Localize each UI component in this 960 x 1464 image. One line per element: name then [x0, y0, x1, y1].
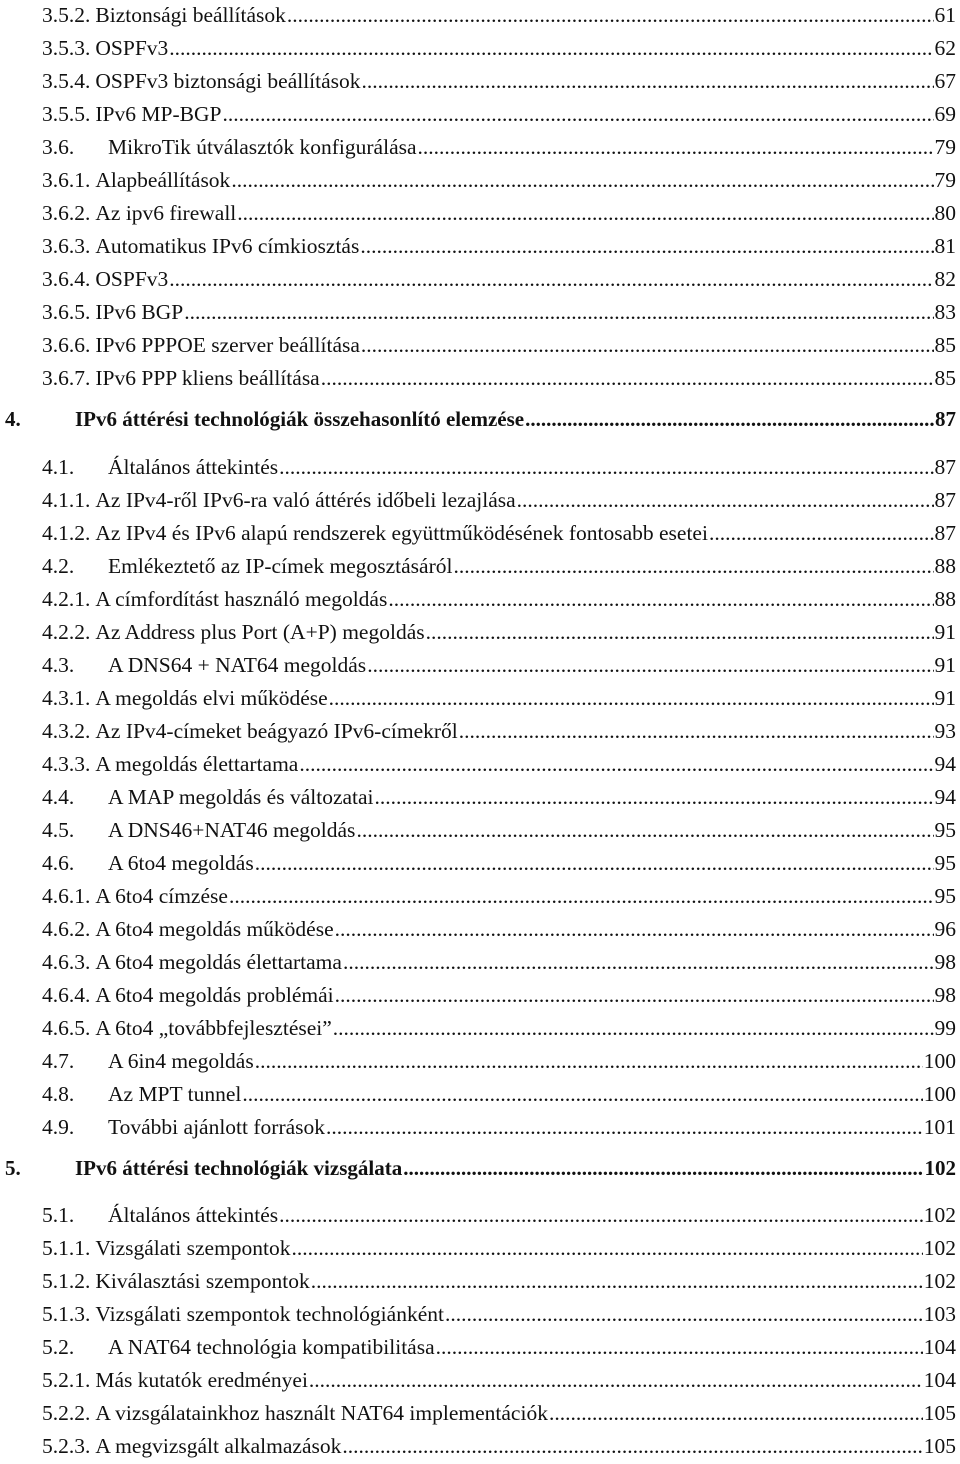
toc-entry-page-number: 81 — [934, 234, 956, 258]
toc-entry-page-number: 102 — [923, 1269, 956, 1293]
toc-dot-leader — [436, 1332, 923, 1362]
toc-entry-number: 3.6.1. — [42, 168, 91, 192]
toc-entry[interactable] — [42, 1112, 956, 1142]
toc-entry-title: Az Address plus Port (A+P) megoldás — [95, 620, 425, 644]
toc-entry-page-number: 94 — [934, 785, 956, 809]
toc-dot-leader — [375, 782, 934, 812]
toc-entry-number: 5. — [5, 1156, 21, 1180]
toc-dot-leader — [426, 617, 934, 647]
toc-entry-page-number: 94 — [934, 752, 956, 776]
toc-entry[interactable] — [42, 264, 956, 294]
toc-entry[interactable] — [42, 132, 956, 162]
toc-entry[interactable] — [42, 0, 956, 30]
toc-entry-number: 5.1. — [42, 1203, 75, 1227]
toc-entry-page-number: 105 — [923, 1401, 956, 1425]
toc-entry[interactable] — [42, 980, 956, 1010]
toc-entry-page-number: 104 — [923, 1335, 956, 1359]
toc-entry-page-number: 85 — [934, 366, 956, 390]
toc-entry[interactable] — [42, 165, 956, 195]
toc-entry-number: 4.3.2. — [42, 719, 91, 743]
toc-entry-page-number: 96 — [934, 917, 956, 941]
toc-entry-page-number: 79 — [934, 135, 956, 159]
toc-entry-page-number: 99 — [934, 1016, 956, 1040]
toc-dot-leader — [255, 848, 934, 878]
toc-entry[interactable] — [42, 815, 956, 845]
toc-entry-title: MikroTik útválasztók konfigurálása — [108, 135, 417, 159]
toc-dot-leader — [362, 66, 934, 96]
toc-entry-number: 5.1.2. — [42, 1269, 91, 1293]
toc-entry-number: 4.9. — [42, 1115, 75, 1139]
toc-entry-page-number: 61 — [934, 3, 956, 27]
toc-entry-number: 4.3.3. — [42, 752, 91, 776]
toc-dot-leader — [311, 1266, 923, 1296]
toc-entry-title: Az IPv4 és IPv6 alapú rendszerek együttműködésének fontosabb esetei — [95, 521, 708, 545]
toc-dot-leader — [517, 485, 934, 515]
toc-entry-number: 4.1. — [42, 455, 75, 479]
toc-entry-page-number: 91 — [934, 620, 956, 644]
toc-dot-leader — [169, 33, 933, 63]
toc-entry-page-number: 91 — [934, 686, 956, 710]
toc-entry[interactable] — [42, 1266, 956, 1296]
toc-entry-number: 5.1.3. — [42, 1302, 91, 1326]
toc-entry-page-number: 93 — [934, 719, 956, 743]
toc-entry-number: 4.7. — [42, 1049, 75, 1073]
toc-entry-number: 4.6.5. — [42, 1016, 91, 1040]
toc-entry-page-number: 95 — [934, 851, 956, 875]
toc-dot-leader — [242, 1079, 922, 1109]
toc-dot-leader — [309, 1365, 923, 1395]
toc-entry[interactable] — [42, 1398, 956, 1428]
toc-entry-title: OSPFv3 — [95, 36, 169, 60]
toc-entry-page-number: 85 — [934, 333, 956, 357]
toc-entry[interactable] — [42, 617, 956, 647]
toc-dot-leader — [549, 1398, 923, 1428]
toc-entry-page-number: 79 — [934, 168, 956, 192]
toc-entry[interactable] — [42, 848, 956, 878]
toc-dot-leader — [453, 551, 933, 581]
toc-entry[interactable] — [42, 1046, 956, 1076]
toc-entry-number: 4.6.3. — [42, 950, 91, 974]
toc-entry[interactable] — [42, 66, 956, 96]
toc-entry-title: A DNS46+NAT46 megoldás — [108, 818, 356, 842]
toc-dot-leader — [237, 198, 933, 228]
toc-entry[interactable] — [42, 1013, 956, 1043]
toc-entry-title: A címfordítást használó megoldás — [95, 587, 388, 611]
toc-entry[interactable] — [42, 782, 956, 812]
toc-dot-leader — [343, 947, 934, 977]
toc-dot-leader — [388, 584, 933, 614]
toc-dot-leader — [445, 1299, 923, 1329]
toc-entry-title: A 6in4 megoldás — [108, 1049, 254, 1073]
toc-dot-leader — [169, 264, 933, 294]
toc-entry-number: 3.5.2. — [42, 3, 91, 27]
toc-entry-page-number: 100 — [923, 1049, 956, 1073]
toc-entry-page-number: 105 — [923, 1434, 956, 1458]
toc-entry[interactable] — [42, 914, 956, 944]
toc-entry-title: Automatikus IPv6 címkiosztás — [95, 234, 360, 258]
toc-entry-number: 5.2. — [42, 1335, 75, 1359]
toc-entry-number: 4.1.2. — [42, 521, 91, 545]
toc-entry-number: 3.6.7. — [42, 366, 91, 390]
toc-dot-leader — [287, 0, 934, 30]
toc-entry-title: A megvizsgált alkalmazások — [95, 1434, 342, 1458]
toc-entry-title: IPv6 BGP — [95, 300, 184, 324]
toc-dot-leader — [335, 914, 934, 944]
toc-entry-title: A 6to4 megoldás problémái — [95, 983, 334, 1007]
toc-entry[interactable] — [42, 330, 956, 360]
toc-entry-title: A megoldás elvi működése — [95, 686, 328, 710]
toc-entry[interactable] — [42, 1332, 956, 1362]
toc-entry-title: IPv6 MP-BGP — [95, 102, 222, 126]
toc-entry-number: 4.6.4. — [42, 983, 91, 1007]
toc-entry-title: Általános áttekintés — [108, 455, 279, 479]
toc-entry-page-number: 87 — [935, 407, 956, 431]
toc-entry-number: 5.2.3. — [42, 1434, 91, 1458]
toc-entry-page-number: 102 — [923, 1203, 956, 1227]
toc-entry[interactable] — [42, 363, 956, 393]
toc-entry-title: IPv6 PPPOE szerver beállítása — [95, 333, 360, 357]
toc-entry-number: 3.6.6. — [42, 333, 91, 357]
toc-dot-leader — [333, 1013, 934, 1043]
toc-entry-page-number: 62 — [934, 36, 956, 60]
toc-dot-leader — [321, 363, 934, 393]
toc-entry-title: IPv6 áttérési technológiák összehasonlító elemzése — [75, 407, 525, 431]
toc-entry[interactable] — [42, 881, 956, 911]
toc-entry-title: Az IPv4-ről IPv6-ra való áttérés időbeli lezajlása — [95, 488, 516, 512]
toc-entry-title: Vizsgálati szempontok technológiánként — [95, 1302, 444, 1326]
toc-dot-leader — [231, 165, 933, 195]
toc-entry-title: Kiválasztási szempontok — [95, 1269, 310, 1293]
toc-entry[interactable] — [42, 1365, 956, 1395]
toc-entry-title: A DNS64 + NAT64 megoldás — [108, 653, 367, 677]
toc-entry-page-number: 101 — [923, 1115, 956, 1139]
toc-entry-title: A 6to4 megoldás — [108, 851, 254, 875]
toc-entry[interactable] — [42, 1079, 956, 1109]
toc-entry-title: Az MPT tunnel — [108, 1082, 242, 1106]
toc-dot-leader — [229, 881, 934, 911]
toc-entry[interactable] — [42, 452, 956, 482]
toc-entry-title: IPv6 PPP kliens beállítása — [95, 366, 320, 390]
toc-entry-number: 4.3. — [42, 653, 75, 677]
toc-entry-page-number: 102 — [923, 1236, 956, 1260]
toc-entry-page-number: 103 — [923, 1302, 956, 1326]
toc-entry-page-number: 98 — [934, 950, 956, 974]
toc-entry-title: Alapbeállítások — [95, 168, 231, 192]
toc-entry[interactable] — [5, 404, 956, 434]
toc-entry-title: Más kutatók eredményei — [95, 1368, 308, 1392]
toc-entry-title: OSPFv3 — [95, 267, 169, 291]
toc-entry-page-number: 67 — [934, 69, 956, 93]
toc-entry-number: 4.8. — [42, 1082, 75, 1106]
toc-entry-page-number: 88 — [934, 587, 956, 611]
toc-entry-number: 4.2.2. — [42, 620, 91, 644]
toc-dot-leader — [361, 330, 934, 360]
toc-dot-leader — [335, 980, 934, 1010]
toc-entry-title: A MAP megoldás és változatai — [108, 785, 374, 809]
toc-entry[interactable] — [42, 683, 956, 713]
toc-entry[interactable] — [42, 231, 956, 261]
toc-entry[interactable] — [42, 1299, 956, 1329]
toc-entry-page-number: 98 — [934, 983, 956, 1007]
toc-dot-leader — [292, 1233, 923, 1263]
toc-entry-title: A vizsgálatainkhoz használt NAT64 implementációk — [95, 1401, 548, 1425]
toc-entry-title: További ajánlott források — [108, 1115, 326, 1139]
toc-entry-title: Az ipv6 firewall — [95, 201, 237, 225]
toc-dot-leader — [459, 716, 934, 746]
toc-entry-number: 3.5.5. — [42, 102, 91, 126]
toc-entry[interactable] — [42, 1233, 956, 1263]
toc-entry-page-number: 87 — [934, 455, 956, 479]
toc-entry-title: Vizsgálati szempontok — [95, 1236, 291, 1260]
toc-entry-page-number: 95 — [934, 884, 956, 908]
toc-entry[interactable] — [42, 749, 956, 779]
toc-entry[interactable] — [42, 99, 956, 129]
toc-dot-leader — [403, 1153, 923, 1183]
toc-entry-title: Általános áttekintés — [108, 1203, 279, 1227]
toc-entry-page-number: 104 — [923, 1368, 956, 1392]
toc-entry-page-number: 69 — [934, 102, 956, 126]
toc-dot-leader — [255, 1046, 923, 1076]
toc-entry-number: 5.1.1. — [42, 1236, 91, 1260]
toc-entry-page-number: 91 — [934, 653, 956, 677]
toc-entry[interactable] — [42, 1431, 956, 1461]
toc-dot-leader — [342, 1431, 922, 1461]
toc-entry-number: 4.1.1. — [42, 488, 91, 512]
toc-entry-number: 5.2.2. — [42, 1401, 91, 1425]
toc-entry-number: 3.6.2. — [42, 201, 91, 225]
toc-entry-number: 5.2.1. — [42, 1368, 91, 1392]
toc-entry-number: 4.5. — [42, 818, 75, 842]
toc-entry-page-number: 88 — [934, 554, 956, 578]
toc-entry[interactable] — [42, 518, 956, 548]
toc-entry-page-number: 80 — [934, 201, 956, 225]
toc-entry-title: A 6to4 megoldás működése — [95, 917, 334, 941]
toc-dot-leader — [329, 683, 934, 713]
toc-dot-leader — [184, 297, 933, 327]
toc-entry-page-number: 87 — [934, 521, 956, 545]
toc-entry-title: A 6to4 címzése — [95, 884, 228, 908]
toc-entry-title: Az IPv4-címeket beágyazó IPv6-címekről — [95, 719, 458, 743]
toc-entry-number: 4.3.1. — [42, 686, 91, 710]
toc-dot-leader — [709, 518, 934, 548]
toc-entry[interactable] — [42, 650, 956, 680]
toc-entry[interactable] — [42, 1200, 956, 1230]
toc-dot-leader — [279, 452, 933, 482]
toc-entry-number: 3.5.4. — [42, 69, 91, 93]
toc-entry[interactable] — [42, 297, 956, 327]
toc-entry-page-number: 95 — [934, 818, 956, 842]
toc-dot-leader — [279, 1200, 923, 1230]
toc-entry-number: 4.6.1. — [42, 884, 91, 908]
toc-entry-number: 3.6. — [42, 135, 75, 159]
toc-entry-title: A 6to4 „továbbfejlesztései” — [95, 1016, 332, 1040]
toc-entry[interactable] — [42, 198, 956, 228]
toc-entry-title: A 6to4 megoldás élettartama — [95, 950, 342, 974]
toc-entry-number: 3.6.4. — [42, 267, 91, 291]
toc-entry-title: OSPFv3 biztonsági beállítások — [95, 69, 361, 93]
toc-entry-title: Biztonsági beállítások — [95, 3, 286, 27]
toc-entry-number: 3.6.5. — [42, 300, 91, 324]
toc-entry-page-number: 100 — [923, 1082, 956, 1106]
toc-dot-leader — [356, 815, 933, 845]
toc-entry[interactable] — [42, 485, 956, 515]
toc-entry-page-number: 87 — [934, 488, 956, 512]
toc-entry-number: 4.6. — [42, 851, 75, 875]
toc-entry[interactable] — [42, 551, 956, 581]
toc-entry-title: A NAT64 technológia kompatibilitása — [108, 1335, 435, 1359]
toc-dot-leader — [299, 749, 933, 779]
toc-dot-leader — [525, 404, 934, 434]
toc-entry-number: 4. — [5, 407, 21, 431]
toc-entry[interactable] — [42, 947, 956, 977]
toc-dot-leader — [367, 650, 933, 680]
toc-entry[interactable] — [42, 33, 956, 63]
toc-dot-leader — [326, 1112, 923, 1142]
toc-entry-number: 3.5.3. — [42, 36, 91, 60]
toc-dot-leader — [222, 99, 933, 129]
toc-entry-title: A megoldás élettartama — [95, 752, 299, 776]
toc-entry[interactable] — [5, 1153, 956, 1183]
toc-entry[interactable] — [42, 716, 956, 746]
toc-entry-page-number: 102 — [924, 1156, 956, 1180]
toc-entry-number: 4.2.1. — [42, 587, 91, 611]
toc-entry-title: IPv6 áttérési technológiák vizsgálata — [75, 1156, 403, 1180]
toc-dot-leader — [360, 231, 933, 261]
toc-entry-title: Emlékeztető az IP-címek megosztásáról — [108, 554, 453, 578]
toc-entry-number: 3.6.3. — [42, 234, 91, 258]
toc-entry-number: 4.6.2. — [42, 917, 91, 941]
toc-entry-page-number: 82 — [934, 267, 956, 291]
toc-entry[interactable] — [42, 584, 956, 614]
toc-entry-number: 4.2. — [42, 554, 75, 578]
toc-entry-page-number: 83 — [934, 300, 956, 324]
toc-entry-number: 4.4. — [42, 785, 75, 809]
toc-dot-leader — [418, 132, 934, 162]
